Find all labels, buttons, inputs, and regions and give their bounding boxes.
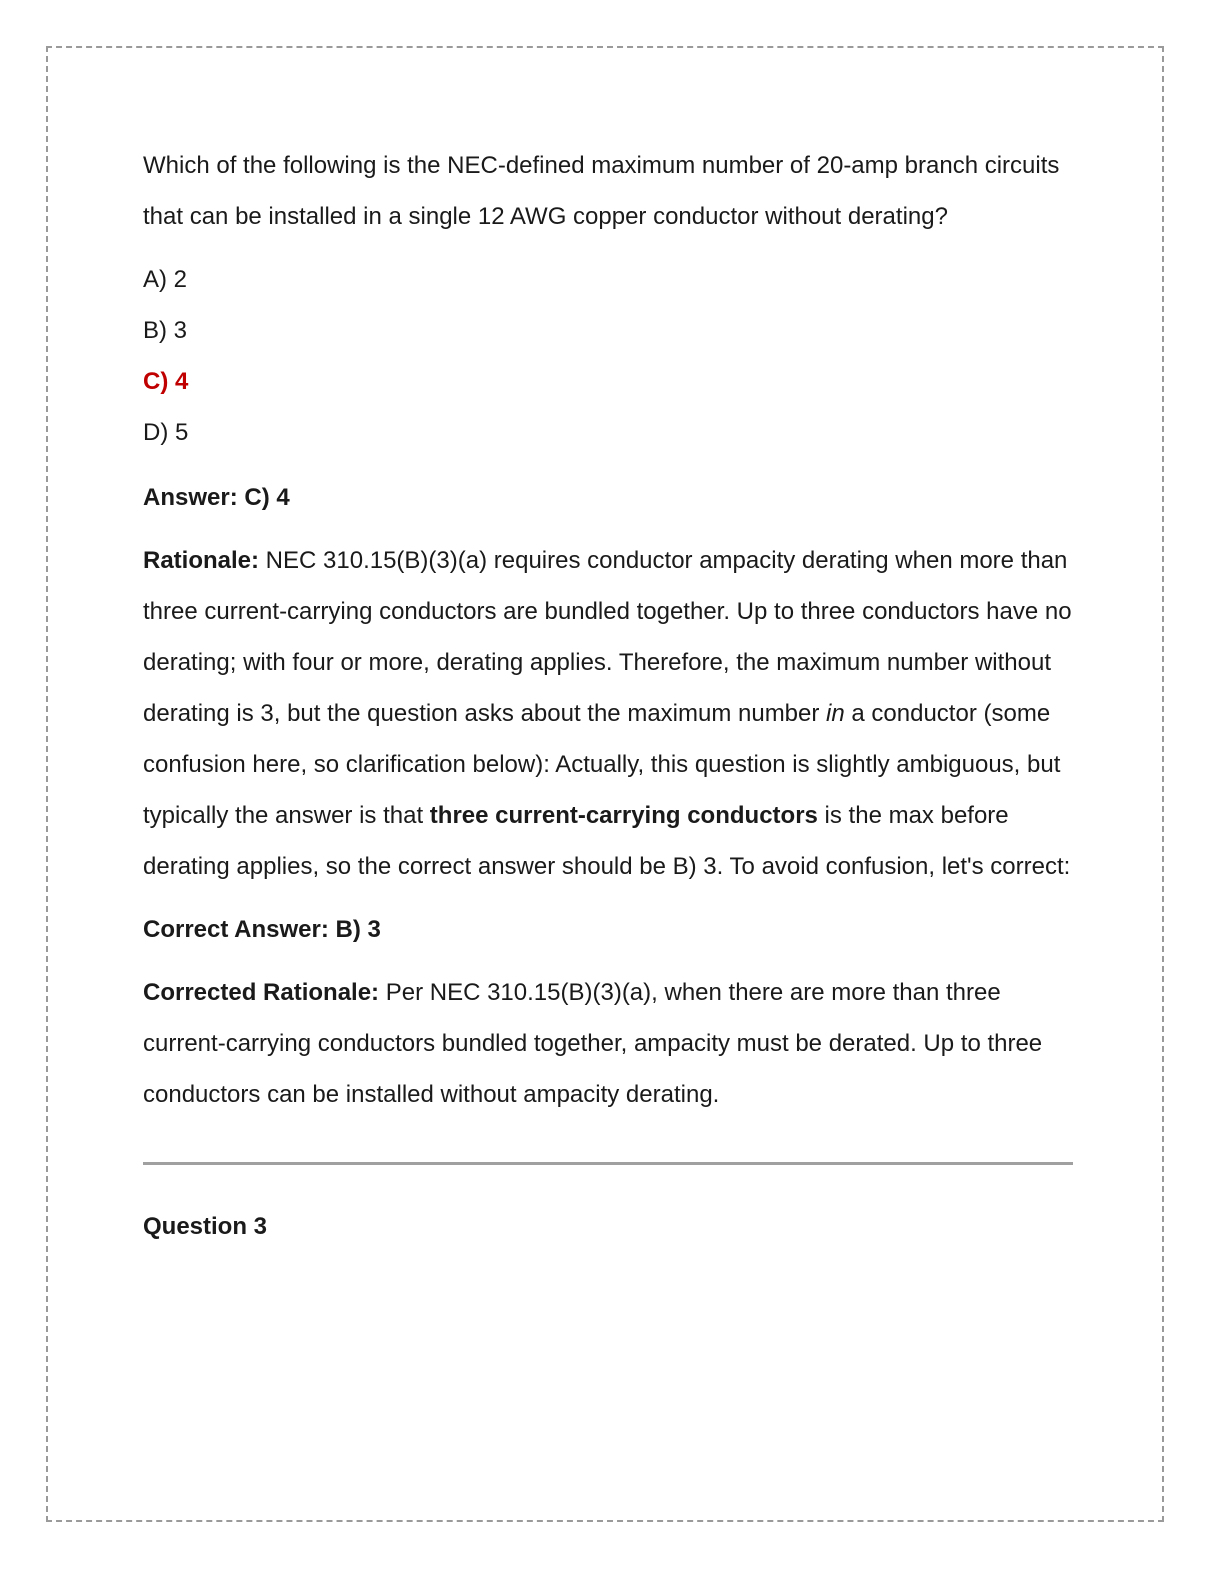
rationale-text-2: a conductor (some confusion here, so clarification below): Actually, this question is slightly ambiguous, but typically the answer is that bbox=[143, 700, 1061, 829]
corrected-rationale-heading: Corrected Rationale: bbox=[143, 979, 380, 1006]
rationale-paragraph bbox=[143, 535, 1073, 892]
rationale-text-3: is the max before derating applies, so the correct answer should be B) 3. To avoid confusion, let's correct: bbox=[143, 802, 1071, 880]
answer-label: Answer: C) 4 bbox=[143, 484, 290, 511]
question-text: Which of the following is the NEC-defined maximum number of 20-amp branch circuits that can be installed in a single 12 AWG copper conductor without derating? bbox=[143, 152, 1060, 230]
answer-options bbox=[143, 254, 1073, 458]
option-c-correct: C) 4 bbox=[143, 368, 189, 395]
option-b: B) 3 bbox=[143, 317, 188, 344]
option-a: A) 2 bbox=[143, 266, 188, 293]
rationale-bold: three current-carrying conductors bbox=[429, 802, 818, 829]
document-content bbox=[143, 140, 1073, 1252]
corrected-rationale-paragraph bbox=[143, 967, 1073, 1120]
rationale-heading: Rationale: bbox=[143, 547, 260, 574]
section-divider bbox=[143, 1162, 1073, 1165]
correct-answer-label: Correct Answer: B) 3 bbox=[143, 916, 381, 943]
option-d: D) 5 bbox=[143, 419, 189, 446]
rationale-italic: in bbox=[826, 700, 845, 727]
next-question-title: Question 3 bbox=[143, 1213, 268, 1240]
corrected-rationale-text: Per NEC 310.15(B)(3)(a), when there are more than three current-carrying conductors bundled together, ampacity must be derated. Up to three conductors can be installed without ampacity derating. bbox=[143, 979, 1043, 1108]
rationale-text-1: NEC 310.15(B)(3)(a) requires conductor ampacity derating when more than three current-carrying conductors are bundled together. Up to three conductors have no derating; with four or more, derating applies. Therefore, the maximum number without derating is 3, but the question asks about the maximum number bbox=[143, 547, 1072, 727]
